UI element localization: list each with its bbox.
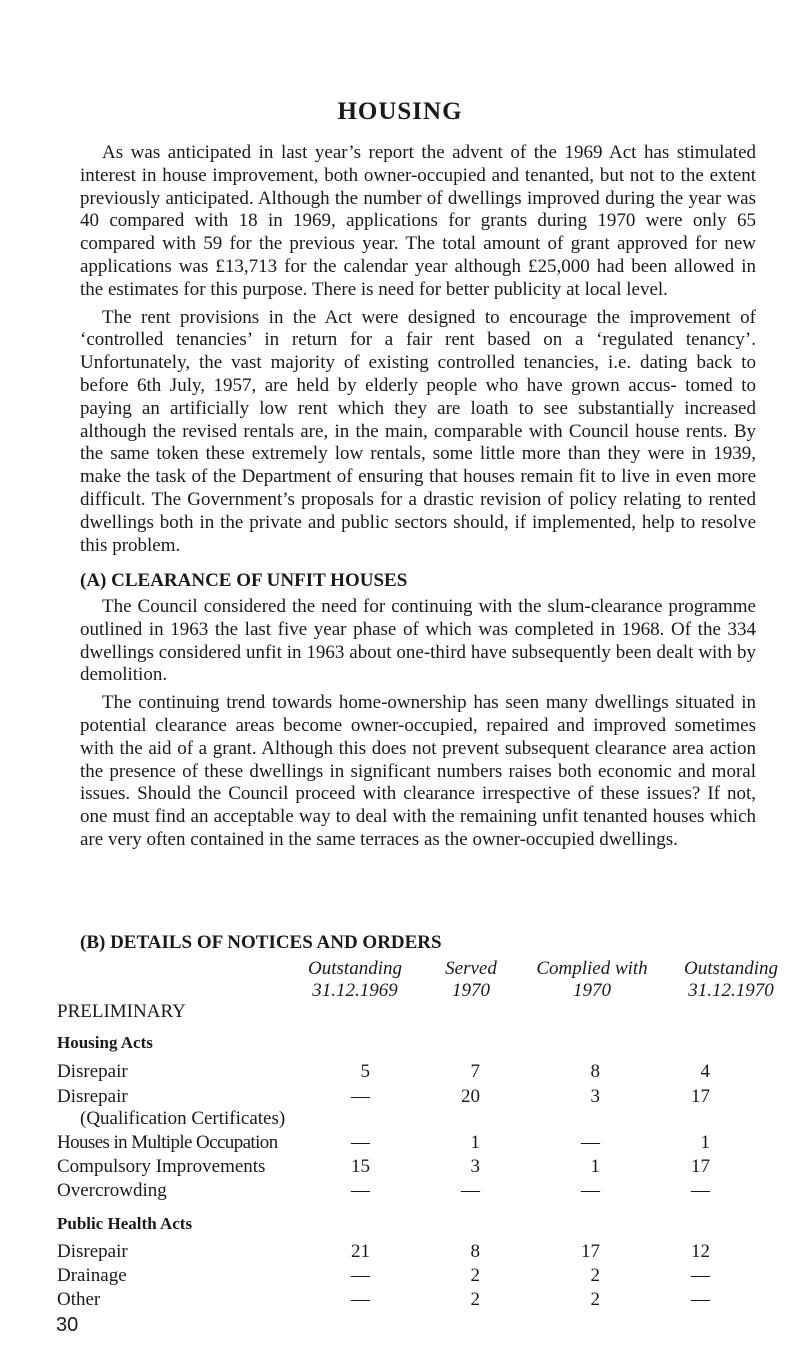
column-header: 31.12.1969 — [312, 980, 398, 1001]
table-cell: 15 — [351, 1156, 370, 1177]
table-cell: — — [691, 1289, 710, 1310]
column-header: 31.12.1970 — [688, 980, 774, 1001]
row-label: Overcrowding — [57, 1180, 167, 1201]
table-cell: 5 — [360, 1061, 370, 1082]
section-a-heading: (A) CLEARANCE OF UNFIT HOUSES — [80, 570, 408, 591]
table-cell: 12 — [691, 1241, 710, 1262]
paragraph: As was anticipated in last year’s report the advent of the 1969 Act has stimulated interest in house improvement, both owner-occupied and tenanted, but not to the extent previously anticipated. Although the number of dwellings improved during the year was 40 compared with 18 in 1969, applications for grants during 1970 were only 65 compared with 59 for the previous year. The total amount of grant approved for new applications was £13,713 for the calendar year although £25,000 had been allowed in the estimates for this purpose. There is need for better publicity at local level. — [80, 142, 756, 300]
table-cell: — — [351, 1180, 370, 1201]
table-cell: — — [581, 1132, 600, 1153]
table-cell: — — [351, 1086, 370, 1107]
column-header: 1970 — [573, 980, 611, 1001]
column-header: Outstanding — [684, 958, 778, 979]
group-heading: Public Health Acts — [57, 1214, 193, 1233]
table-cell: 21 — [351, 1241, 370, 1262]
paragraph: The rent provisions in the Act were designed to encourage the improvement of ‘controlled tenancies’ in return for a fair rent based on a ‘regulated tenancy’. Unfortunately, the vast majority of existing controlled tenancies, i.e. dating back to before 6th July, 1957, are held by elderly people who have grown accus- tomed to paying an artificially low rent which they are loath to see substantially increased although the revised rentals are, in the main, comparable with Council house rents. By the same token these extremely low rentals, some little more than they were in 1939, make the task of the Department of ensuring that houses remain fit to live in even more difficult. The Government’s proposals for a drastic revision of policy relating to rented dwellings both in the private and public sectors should, if implemented, help to resolve this problem. — [80, 306, 756, 556]
table-cell: 17 — [691, 1086, 710, 1107]
table-cell: — — [581, 1180, 600, 1201]
table-cell: 4 — [700, 1061, 710, 1082]
table-cell: 8 — [590, 1061, 600, 1082]
row-label: Disrepair — [57, 1086, 128, 1107]
table-cell: 7 — [470, 1061, 480, 1082]
table-cell: — — [351, 1289, 370, 1310]
row-label: Other — [57, 1289, 101, 1310]
section-a-text — [80, 596, 756, 852]
table-cell: 3 — [470, 1156, 480, 1177]
table-cell: 2 — [590, 1265, 600, 1286]
table-cell: — — [351, 1132, 370, 1153]
page-number: 30 — [56, 1314, 79, 1336]
table-cell: 20 — [461, 1086, 480, 1107]
table-cell: 2 — [470, 1265, 480, 1286]
table-cell: 1 — [470, 1132, 480, 1153]
paragraph: The Council considered the need for continuing with the slum-clearance programme outlined in 1963 the last five year phase of which was completed in 1968. Of the 334 dwellings considered unfit in 1963 about one-third have subsequently been dealt with by demolition. — [80, 596, 756, 686]
column-header: 1970 — [452, 980, 490, 1001]
table-cell: 3 — [590, 1086, 600, 1107]
table-cell: 17 — [581, 1241, 600, 1262]
row-label: Drainage — [57, 1265, 127, 1286]
row-label: Compulsory Improvements — [57, 1156, 266, 1177]
section-b-heading: (B) DETAILS OF NOTICES AND ORDERS — [80, 932, 442, 953]
row-label: Disrepair — [57, 1241, 128, 1262]
table-cell: 8 — [470, 1241, 480, 1262]
column-header: Complied with — [536, 958, 648, 979]
row-sublabel: (Qualification Certificates) — [80, 1108, 286, 1129]
row-label: Houses in Multiple Occupation — [57, 1132, 278, 1153]
table-cell: 2 — [470, 1289, 480, 1310]
group-heading: Housing Acts — [57, 1033, 153, 1052]
table-cell: 1 — [590, 1156, 600, 1177]
table-cell: 2 — [590, 1289, 600, 1310]
category-label: PRELIMINARY — [57, 1001, 186, 1022]
row-label: Disrepair — [57, 1061, 128, 1082]
table-cell: 17 — [691, 1156, 710, 1177]
table-cell: 1 — [700, 1132, 710, 1153]
table-cell: — — [691, 1180, 710, 1201]
table-cell: — — [351, 1265, 370, 1286]
column-header: Served — [445, 958, 497, 979]
table-cell: — — [461, 1180, 480, 1201]
intro-text — [80, 142, 756, 557]
paragraph: The continuing trend towards home-ownership has seen many dwellings situated in potential clearance areas become owner-occupied, repaired and improved sometimes with the aid of a grant. Although this does not prevent subsequent clearance area action the presence of these dwellings in significant numbers raises both economic and moral issues. Should the Council proceed with clearance irrespective of these issues? If not, one must find an acceptable way to deal with the remaining unfit tenanted houses which are very often contained in the same terraces as the owner-occupied dwellings. — [80, 692, 756, 850]
page-title: HOUSING — [337, 98, 463, 125]
table-cell: — — [691, 1265, 710, 1286]
column-header: Outstanding — [308, 958, 402, 979]
